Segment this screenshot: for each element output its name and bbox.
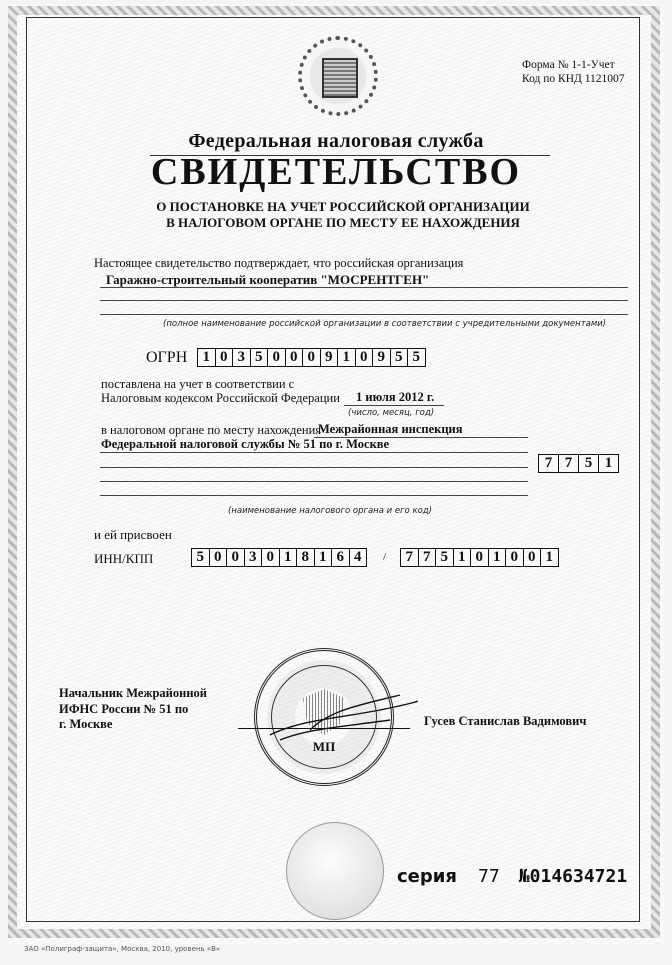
code-digit: 1 <box>604 455 613 471</box>
inn-kpp-label: ИНН/КПП <box>94 551 154 566</box>
kpp-digit: 1 <box>489 549 507 566</box>
org-line-2 <box>100 300 628 301</box>
signatory-name: Гусев Станислав Вадимович <box>424 714 587 728</box>
ogrn-digit: 5 <box>412 349 420 365</box>
kpp-digit: 1 <box>545 549 553 565</box>
inn-digit: 5 <box>192 549 210 566</box>
registration-line-2: Налоговым кодексом Российской Федерации <box>101 391 340 405</box>
code-digit: 7 <box>539 455 559 472</box>
series-value: 77 <box>478 866 500 887</box>
org-line-1 <box>100 287 628 288</box>
ogrn-digit: 0 <box>303 349 321 366</box>
tax-authority-intro: в налоговом органе по месту нахождения <box>101 423 322 437</box>
tax-authority-name-2: Федеральной налоговой службы № 51 по г. Москве <box>101 437 390 451</box>
kpp-digit: 5 <box>436 549 454 566</box>
agency-name: Федеральная налоговая служба <box>188 130 484 152</box>
tax-line-3 <box>100 481 528 482</box>
serial-number-block <box>397 866 627 887</box>
series-label: серия <box>397 866 457 887</box>
inn-digit: 0 <box>227 549 245 566</box>
kpp-digit: 7 <box>419 549 437 566</box>
signatory-position <box>59 686 207 733</box>
inn-digit: 4 <box>354 549 362 565</box>
fns-emblem-icon <box>298 36 378 116</box>
date-line <box>344 405 444 406</box>
emblem-shield-icon <box>322 58 358 98</box>
assigned-intro: и ей присвоен <box>94 527 172 542</box>
ogrn-digit-boxes <box>197 348 426 367</box>
position-line-3: г. Москве <box>59 717 113 731</box>
subtitle-line-1: О ПОСТАНОВКЕ НА УЧЕТ РОССИЙСКОЙ ОРГАНИЗАЦИИ <box>156 199 530 214</box>
inn-digit: 1 <box>280 549 298 566</box>
certificate-number: №014634721 <box>518 866 628 887</box>
ogrn-label: ОГРН <box>146 349 188 366</box>
ogrn-digit: 5 <box>391 349 409 366</box>
inn-digit: 8 <box>297 549 315 566</box>
kpp-digit: 1 <box>454 549 472 566</box>
tax-line-1 <box>100 452 528 453</box>
ogrn-digit: 0 <box>286 349 304 366</box>
inn-digit: 0 <box>262 549 280 566</box>
ogrn-digit: 1 <box>198 349 216 366</box>
tax-authority-caption: (наименование налогового органа и его код) <box>228 506 432 516</box>
ogrn-digit: 0 <box>268 349 286 366</box>
tax-authority-code-boxes <box>538 454 619 473</box>
document-subtitle <box>0 199 672 231</box>
signature-scribble-icon <box>250 690 425 750</box>
ogrn-digit: 9 <box>373 349 391 366</box>
hologram-seal-icon <box>286 822 384 920</box>
inn-digit: 1 <box>315 549 333 566</box>
org-line-3 <box>100 314 628 315</box>
ogrn-digit: 9 <box>321 349 339 366</box>
date-caption: (число, месяц, год) <box>348 408 435 418</box>
kpp-digit: 0 <box>524 549 542 566</box>
registration-line-1: поставлена на учет в соответствии с <box>101 377 295 391</box>
inn-digit: 6 <box>332 549 350 566</box>
inn-digit: 0 <box>210 549 228 566</box>
tax-line-2 <box>100 467 528 468</box>
ogrn-digit: 3 <box>233 349 251 366</box>
form-number: Форма № 1-1-Учет <box>522 59 615 71</box>
document-title: СВИДЕТЕЛЬСТВО <box>150 151 522 193</box>
ogrn-digit: 1 <box>338 349 356 366</box>
ogrn-digit: 0 <box>356 349 374 366</box>
code-digit: 5 <box>579 455 599 472</box>
code-digit: 7 <box>559 455 579 472</box>
kpp-digit: 0 <box>506 549 524 566</box>
position-line-1: Начальник Межрайонной <box>59 686 207 700</box>
tax-authority-name-1: Межрайонная инспекция <box>318 422 463 436</box>
position-line-2: ИФНС России № 51 по <box>59 701 189 716</box>
organization-intro: Настоящее свидетельство подтверждает, что российская организация <box>94 256 464 270</box>
inn-kpp-separator: / <box>383 551 387 563</box>
organization-name: Гаражно-строительный кооператив "МОСРЕНТГЕН" <box>106 272 430 287</box>
kpp-digit-boxes <box>400 548 559 567</box>
organization-caption: (полное наименование российской организации в соответствии с учредительными документами) <box>163 319 607 329</box>
knd-code: Код по КНД 1121007 <box>522 73 625 85</box>
ogrn-digit: 5 <box>251 349 269 366</box>
printer-note: ЗАО «Полиграф-защита», Москва, 2010, уровень «В» <box>24 945 221 953</box>
subtitle-line-2: В НАЛОГОВОМ ОРГАНЕ ПО МЕСТУ ЕЕ НАХОЖДЕНИЯ <box>166 215 520 230</box>
tax-line-4 <box>100 495 528 496</box>
inn-digit-boxes <box>191 548 367 567</box>
registration-date: 1 июля 2012 г. <box>356 390 435 404</box>
seal-mark: МП <box>312 739 336 754</box>
kpp-digit: 0 <box>471 549 489 566</box>
ogrn-digit: 0 <box>216 349 234 366</box>
kpp-digit: 7 <box>401 549 419 566</box>
inn-digit: 3 <box>245 549 263 566</box>
form-code-block <box>522 58 625 86</box>
